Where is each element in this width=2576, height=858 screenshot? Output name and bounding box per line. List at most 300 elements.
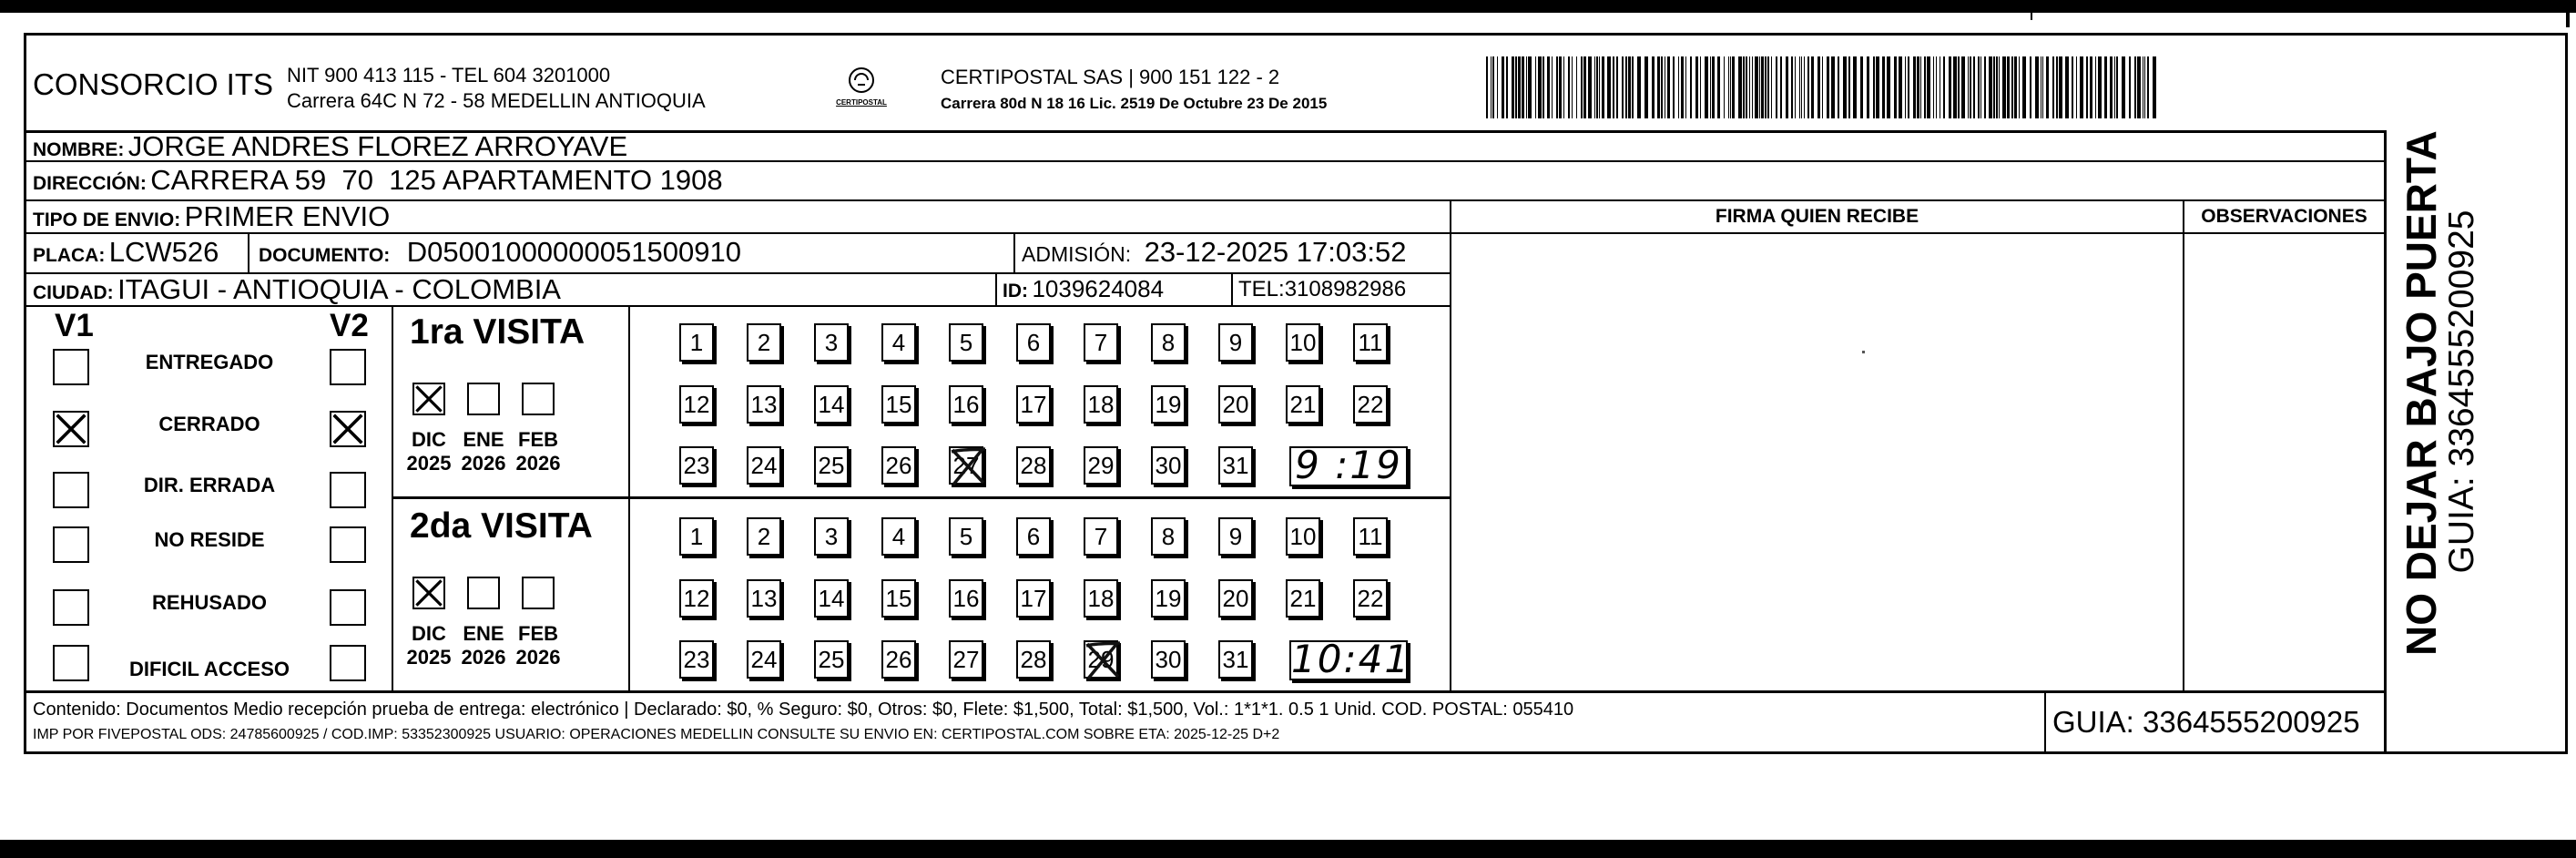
day-number: 25 [818, 452, 845, 479]
barcode-bar [1616, 56, 1618, 118]
month-name: FEB [518, 428, 558, 451]
barcode-bar [1710, 56, 1711, 118]
barcode-bar [1583, 56, 1586, 118]
day-number: 15 [885, 585, 912, 612]
day-number: 31 [1222, 646, 1249, 673]
barcode-bar [1860, 56, 1863, 118]
barcode-bar [1752, 56, 1753, 118]
day-box[interactable] [1016, 446, 1051, 485]
v1-checkbox[interactable] [53, 645, 89, 681]
barcode-bar [1572, 56, 1573, 118]
day-box[interactable] [1151, 385, 1186, 424]
barcode-bar [1732, 56, 1735, 118]
placa-value: LCW526 [108, 236, 219, 268]
day-box[interactable] [1084, 579, 1118, 618]
day-box[interactable] [1084, 446, 1118, 485]
barcode-bar [1933, 56, 1934, 118]
direccion-value: CARRERA 59 70 125 APARTAMENTO 1908 [150, 164, 723, 196]
barcode-bar [1743, 56, 1745, 118]
day-box[interactable] [1151, 579, 1186, 618]
day-box[interactable] [1084, 640, 1118, 679]
day-number: 20 [1222, 391, 1249, 418]
admision-row [1022, 236, 1406, 269]
barcode-bar [1547, 56, 1550, 118]
barcode-bar [2080, 56, 2083, 118]
barcode-bar [2072, 56, 2073, 118]
day-box[interactable] [747, 446, 781, 485]
day-number: 27 [952, 452, 980, 479]
day-number: 7 [1094, 523, 1108, 550]
day-box[interactable] [1353, 517, 1388, 556]
barcode-bar [1673, 56, 1675, 118]
barcode-bar [1661, 56, 1663, 118]
day-number: 12 [683, 585, 710, 612]
barcode-bar [1506, 56, 1508, 118]
barcode-bar [1526, 56, 1527, 118]
month-year: 2026 [515, 646, 561, 669]
barcode-bar [1518, 56, 1521, 118]
barcode-bar [1927, 56, 1930, 118]
barcode-bar [1576, 56, 1577, 118]
day-box[interactable] [1016, 323, 1051, 362]
barcode-bar [2022, 56, 2026, 118]
day-box[interactable] [747, 385, 781, 424]
barcode-bar [2147, 56, 2149, 118]
firma-header: FIRMA QUIEN RECIBE [1715, 206, 1919, 227]
barcode-bar [2095, 56, 2096, 118]
barcode-bar [1831, 56, 1835, 118]
day-number: 24 [750, 452, 778, 479]
day-number: 16 [952, 391, 980, 418]
barcode-bar [2153, 56, 2156, 118]
barcode-bar [1607, 56, 1611, 118]
barcode-bar [1989, 56, 1992, 118]
day-number: 26 [885, 646, 912, 673]
v1-checkbox[interactable] [53, 472, 89, 508]
barcode-bar [2065, 56, 2069, 118]
day-number: 10 [1289, 329, 1317, 356]
day-box[interactable] [747, 517, 781, 556]
day-number: 11 [1358, 523, 1383, 550]
day-box[interactable] [814, 385, 849, 424]
barcode-bar [1581, 56, 1583, 118]
barcode-bar [1563, 56, 1564, 118]
barcode-bar [1786, 56, 1788, 118]
visit-title: 2da VISITA [410, 506, 593, 546]
tel-value: 3108982986 [1284, 277, 1407, 301]
top-scan-band [0, 0, 2576, 13]
barcode-bar [2014, 56, 2017, 118]
day-number: 12 [683, 391, 710, 418]
day-box[interactable] [1218, 517, 1253, 556]
barcode-bar [1943, 56, 1945, 118]
barcode-bar [1746, 56, 1747, 118]
day-box[interactable] [814, 579, 849, 618]
v2-checkbox[interactable] [330, 411, 366, 447]
day-box[interactable] [881, 517, 916, 556]
day-number: 4 [891, 329, 906, 356]
day-number: 24 [750, 646, 778, 673]
barcode-bar [1594, 56, 1595, 118]
day-number: 17 [1020, 391, 1047, 418]
day-box[interactable] [1286, 385, 1320, 424]
day-box[interactable] [814, 640, 849, 679]
imp-text: IMP POR FIVEPOSTAL ODS: 24785600925 / COD.IMP: 53352300925 USUARIO: OPERACIONES MEDELLIN CONSULTE SU ENVIO EN: CERTIPOSTAL.COM SOBRE ETA: 2025-12-25 D+2 [33, 727, 1280, 742]
barcode-bar [1644, 56, 1648, 118]
barcode-bar [2129, 56, 2131, 118]
day-number: 23 [683, 452, 710, 479]
month-name: DIC [412, 428, 446, 451]
col-firma-left [1450, 199, 1451, 690]
day-number: 15 [885, 391, 912, 418]
day-number: 22 [1357, 391, 1384, 418]
day-box[interactable] [1016, 517, 1051, 556]
day-box[interactable] [881, 385, 916, 424]
barcode-bar [1795, 56, 1796, 118]
status-label: CERRADO [158, 413, 260, 435]
carrier-line2: Carrera 80d N 18 16 Lic. 2519 De Octubre 23 De 2015 [941, 95, 1328, 112]
month-checkbox[interactable] [467, 383, 500, 415]
barcode-bar [2035, 56, 2039, 118]
barcode-bar [1515, 56, 1517, 118]
right-edge-line [2566, 0, 2570, 27]
day-box[interactable] [1218, 579, 1253, 618]
day-box[interactable] [949, 385, 983, 424]
barcode-bar [2002, 56, 2006, 118]
barcode-bar [1993, 56, 1995, 118]
contenido-text: Contenido: Documentos Medio recepción prueba de entrega: electrónico | Declarado: $0, % Seguro: $0, Otros: $0, Flete: $1,500, Total: $1,500, Vol.: 1*1*1. 0.5 1 Unid. COD. POSTAL: 055410 [33, 700, 1574, 720]
day-box[interactable] [1084, 385, 1118, 424]
barcode-bar [1908, 56, 1909, 118]
day-number: 31 [1222, 452, 1249, 479]
admision-label: ADMISIÓN: [1022, 242, 1132, 266]
barcode-bar [2098, 56, 2102, 118]
day-box[interactable] [881, 640, 916, 679]
handwritten-cross [949, 444, 987, 488]
day-box[interactable] [881, 579, 916, 618]
observaciones-header: OBSERVACIONES [2201, 206, 2367, 227]
day-number: 20 [1222, 585, 1249, 612]
barcode-bar [1968, 56, 1969, 118]
barcode-bar [1759, 56, 1760, 118]
day-box[interactable] [747, 323, 781, 362]
barcode-bar [1755, 56, 1758, 118]
barcode-bar [1780, 56, 1782, 118]
day-box[interactable] [1151, 517, 1186, 556]
day-number: 5 [959, 329, 973, 356]
barcode-bar [2086, 56, 2088, 118]
tel-row [1238, 277, 1406, 302]
handwritten-cross [1084, 638, 1122, 682]
id-label: ID: [1003, 281, 1028, 301]
v2-checkbox[interactable] [330, 472, 366, 508]
barcode-bar [1491, 56, 1492, 118]
barcode-bar [1958, 56, 1960, 118]
month-checkbox[interactable] [412, 383, 445, 415]
barcode-bar [1838, 56, 1839, 118]
day-number: 21 [1289, 585, 1317, 612]
day-number: 1 [689, 523, 704, 550]
day-number: 13 [750, 391, 778, 418]
barcode-bar [1556, 56, 1558, 118]
barcode-bar [1538, 56, 1542, 118]
day-box[interactable] [747, 640, 781, 679]
nombre-row [33, 130, 627, 163]
day-box[interactable] [1151, 446, 1186, 485]
barcode-bar [1712, 56, 1715, 118]
day-box[interactable] [679, 446, 714, 485]
day-box[interactable] [949, 517, 983, 556]
day-box[interactable] [1286, 323, 1320, 362]
barcode-bar [1984, 56, 1986, 118]
barcode-bar [1657, 56, 1660, 118]
day-box[interactable] [679, 579, 714, 618]
barcode-bar [1535, 56, 1536, 118]
v1-checkbox[interactable] [53, 526, 89, 563]
barcode-bar [1804, 56, 1805, 118]
barcode-bar [2056, 56, 2058, 118]
v2-checkbox[interactable] [330, 526, 366, 563]
barcode-bar [1973, 56, 1975, 118]
v1-label: V1 [55, 308, 94, 343]
day-number: 19 [1155, 585, 1182, 612]
day-box[interactable] [679, 385, 714, 424]
barcode-bar [1568, 56, 1570, 118]
v2-checkbox[interactable] [330, 645, 366, 681]
barcode-bar [1588, 56, 1592, 118]
barcode-bar [1667, 56, 1670, 118]
day-number: 22 [1357, 585, 1384, 612]
barcode-bar [2052, 56, 2054, 118]
day-number: 29 [1087, 646, 1115, 673]
visit-divider [392, 496, 1450, 499]
side-warning: NO DEJAR BAJO PUERTA [2398, 130, 2445, 656]
day-number: 2 [757, 523, 771, 550]
barcode-bar [1827, 56, 1829, 118]
month-name: ENE [463, 622, 504, 645]
tipo-value: PRIMER ENVIO [184, 200, 391, 232]
day-number: 7 [1094, 329, 1108, 356]
barcode-bar [1602, 56, 1604, 118]
barcode-bar [1917, 56, 1919, 118]
barcode-bar [1873, 56, 1875, 118]
barcode-bar [1512, 56, 1514, 118]
v2-checkbox[interactable] [330, 349, 366, 385]
barcode-bar [1685, 56, 1686, 118]
visit-time-box[interactable] [1289, 443, 1408, 487]
barcode-bar [1799, 56, 1800, 118]
day-number: 5 [959, 523, 973, 550]
day-box[interactable] [747, 579, 781, 618]
barcode-bar [1717, 56, 1720, 118]
day-number: 26 [885, 452, 912, 479]
day-number: 18 [1087, 391, 1115, 418]
col-obs-left [2183, 199, 2184, 690]
day-number: 14 [818, 391, 845, 418]
tipo-row [33, 200, 390, 233]
month-year: 2025 [406, 452, 452, 475]
barcode-bar [1882, 56, 1885, 118]
placa-div [248, 232, 249, 272]
barcode-bar [2122, 56, 2125, 118]
ciudad-row [33, 273, 561, 306]
day-box[interactable] [1218, 323, 1253, 362]
month-checkbox[interactable] [412, 577, 445, 609]
barcode-bar [1625, 56, 1627, 118]
barcode-bar [1522, 56, 1524, 118]
barcode-bar [2137, 56, 2141, 118]
day-box[interactable] [679, 640, 714, 679]
month-checkbox[interactable] [522, 577, 555, 609]
month-checkbox[interactable] [467, 577, 500, 609]
day-box[interactable] [1016, 579, 1051, 618]
placa-label: PLACA: [33, 245, 106, 266]
barcode-bar [1632, 56, 1634, 118]
day-box[interactable] [1353, 579, 1388, 618]
day-box[interactable] [1151, 323, 1186, 362]
day-number: 3 [824, 523, 839, 550]
day-box[interactable] [679, 323, 714, 362]
day-box[interactable] [1353, 385, 1388, 424]
nombre-value: JORGE ANDRES FLOREZ ARROYAVE [127, 130, 628, 162]
day-box[interactable] [1353, 323, 1388, 362]
day-box[interactable] [1286, 517, 1320, 556]
barcode-bar [1822, 56, 1823, 118]
barcode-bar [1801, 56, 1802, 118]
day-box[interactable] [1084, 323, 1118, 362]
ciudad-label: CIUDAD: [33, 282, 114, 303]
day-box[interactable] [814, 446, 849, 485]
barcode-bar [2046, 56, 2049, 118]
barcode-bar [1811, 56, 1814, 118]
tel-label: TEL: [1238, 277, 1285, 301]
barcode-bar [1637, 56, 1641, 118]
barcode-bar [1776, 56, 1777, 118]
month-name: FEB [518, 622, 558, 645]
barcode-bar [1486, 56, 1488, 118]
day-box[interactable] [679, 517, 714, 556]
day-number: 19 [1155, 391, 1182, 418]
barcode-bar [1978, 56, 1980, 118]
day-box[interactable] [881, 446, 916, 485]
barcode-bar [2104, 56, 2107, 118]
status-label: NO RESIDE [154, 528, 265, 551]
day-box[interactable] [1286, 579, 1320, 618]
top-right-tab [2031, 0, 2032, 20]
day-number: 16 [952, 585, 980, 612]
barcode-bar [2042, 56, 2043, 118]
day-number: 9 [1228, 329, 1243, 356]
barcode-bar [1552, 56, 1553, 118]
certipostal-logo [833, 62, 890, 117]
barcode-bar [1628, 56, 1631, 118]
nombre-label: NOMBRE: [33, 139, 125, 160]
id-row [1003, 275, 1164, 303]
barcode-bar [1899, 56, 1902, 118]
day-box[interactable] [881, 323, 916, 362]
barcode-bar [1613, 56, 1614, 118]
barcode-bar [1528, 56, 1532, 118]
id-value: 1039624084 [1032, 275, 1165, 302]
day-box[interactable] [1218, 385, 1253, 424]
day-box[interactable] [1218, 446, 1253, 485]
day-number: 10 [1289, 523, 1317, 550]
barcode-bar [2116, 56, 2118, 118]
barcode-bar [1497, 56, 1498, 118]
barcode-bar [1771, 56, 1772, 118]
v1-checkbox[interactable] [53, 411, 89, 447]
barcode-bar [1876, 56, 1879, 118]
day-box[interactable] [949, 640, 983, 679]
month-year: 2026 [515, 452, 561, 475]
barcode-bar [1949, 56, 1951, 118]
barcode-bar [1690, 56, 1692, 118]
side-guia: GUIA: 3364555200925 [2442, 209, 2481, 574]
month-year: 2025 [406, 646, 452, 669]
day-box[interactable] [814, 517, 849, 556]
day-number: 11 [1358, 329, 1383, 356]
month-name: DIC [412, 622, 446, 645]
day-number: 30 [1155, 452, 1182, 479]
barcode-bar [1843, 56, 1847, 118]
barcode-bar [1767, 56, 1769, 118]
v1-checkbox[interactable] [53, 349, 89, 385]
day-number: 30 [1155, 646, 1182, 673]
v2-label: V2 [330, 308, 369, 343]
month-checkbox[interactable] [522, 383, 555, 415]
barcode-bar [1622, 56, 1624, 118]
barcode-bar [1765, 56, 1767, 118]
day-box[interactable] [1084, 517, 1118, 556]
day-box[interactable] [949, 446, 983, 485]
barcode-bar [1953, 56, 1957, 118]
visit-time-box[interactable] [1289, 637, 1411, 681]
ciudad-value: ITAGUI - ANTIOQUIA - COLOMBIA [117, 273, 561, 305]
barcode-bar [1913, 56, 1916, 118]
day-box[interactable] [1016, 640, 1051, 679]
day-box[interactable] [1151, 640, 1186, 679]
barcode-bar [2114, 56, 2115, 118]
barcode-bar [1559, 56, 1562, 118]
barcode-bar [1853, 56, 1857, 118]
barcode-bar [2134, 56, 2136, 118]
day-number: 2 [757, 329, 771, 356]
barcode-bar [1920, 56, 1921, 118]
barcode-bar [1867, 56, 1869, 118]
status-label: DIR. ERRADA [143, 474, 276, 496]
day-number: 25 [818, 646, 845, 673]
barcode-bar [2076, 56, 2077, 118]
day-number: 27 [952, 646, 980, 673]
day-box[interactable] [1016, 385, 1051, 424]
direccion-row [33, 164, 723, 197]
month-name: ENE [463, 428, 504, 451]
barcode-bar [1695, 56, 1698, 118]
day-box[interactable] [949, 323, 983, 362]
footer-guia-left [2044, 690, 2046, 754]
v1-checkbox[interactable] [53, 589, 89, 626]
day-box[interactable] [949, 579, 983, 618]
day-box[interactable] [1218, 640, 1253, 679]
day-number: 8 [1161, 329, 1176, 356]
day-number: 28 [1020, 452, 1047, 479]
day-box[interactable] [814, 323, 849, 362]
v2-checkbox[interactable] [330, 589, 366, 626]
admision-div [1013, 232, 1015, 272]
status-label: REHUSADO [152, 591, 267, 614]
day-number: 17 [1020, 585, 1047, 612]
documento-label: DOCUMENTO: [259, 245, 391, 266]
